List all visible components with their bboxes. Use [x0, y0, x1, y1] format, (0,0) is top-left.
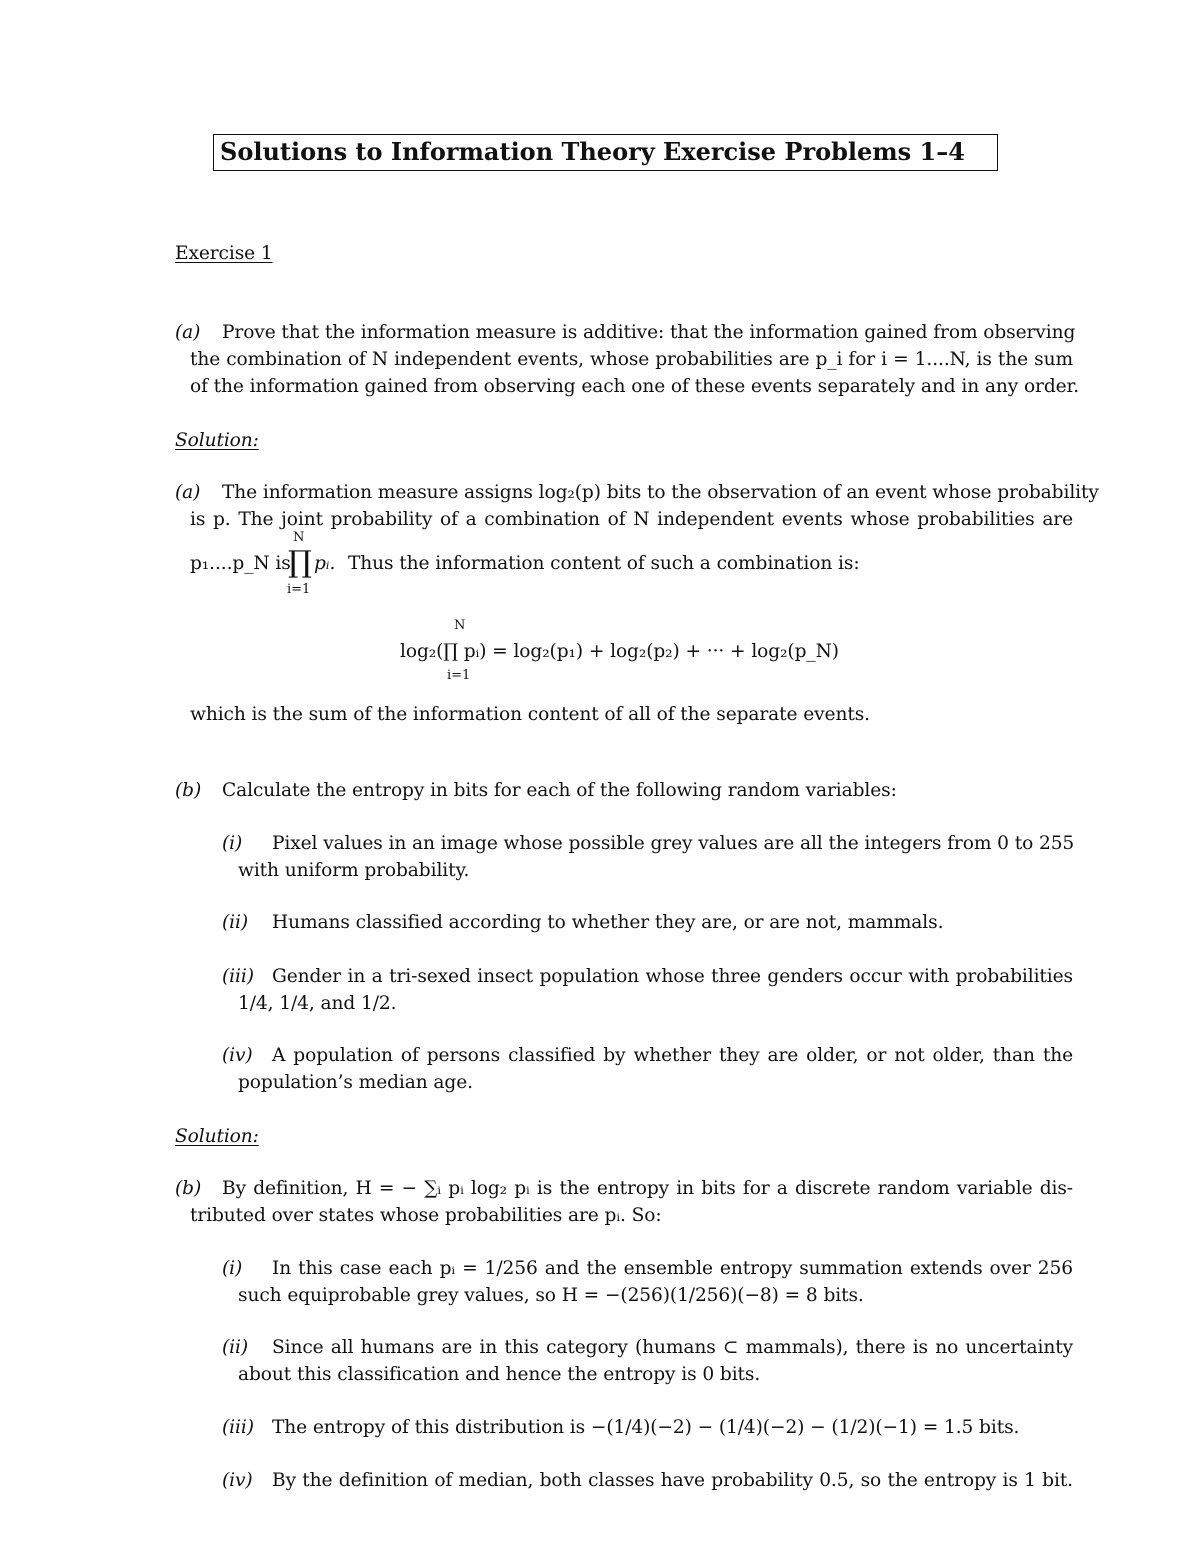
solution-a-line-1: The information measure assigns log₂(p) bits to the observation of an event whose probability	[222, 482, 1099, 503]
solution-b-line-1: By definition, H = − ∑ᵢ pᵢ log₂ pᵢ is the entropy in bits for a discrete random variable dis-	[222, 1178, 1073, 1199]
solution-b-label: (b)	[175, 1178, 202, 1199]
part-b-item-iii-label: (iii)	[222, 966, 254, 987]
part-a-label	[175, 319, 200, 346]
solution-b-item-ii-line-2: about this classification and hence the entropy is 0 bits.	[238, 1364, 761, 1385]
solution-a-conclusion: which is the sum of the information content of all of the separate events.	[190, 704, 870, 725]
part-a-line-1: Prove that the information measure is additive: that the information gained from observing	[222, 322, 1076, 343]
part-b-item-iii-line-1: Gender in a tri-sexed insect population whose three genders occur with probabilities	[272, 966, 1073, 987]
part-b-intro: Calculate the entropy in bits for each of the following random variables:	[222, 780, 897, 801]
exercise-heading: Exercise 1	[175, 243, 273, 264]
solution-b-item-iv-line-1: By the definition of median, both classes have probability 0.5, so the entropy is 1 bit.	[272, 1470, 1073, 1491]
part-b-item-iii-line-2: 1/4, 1/4, and 1/2.	[238, 993, 397, 1014]
part-b-label: (b)	[175, 780, 202, 801]
part-b-item-i-line-1: Pixel values in an image whose possible grey values are all the integers from 0 to 255	[272, 833, 1075, 854]
solution-a-line-3-pre: p₁....p_N is	[190, 553, 291, 574]
solution-b-item-ii-label: (ii)	[222, 1337, 249, 1358]
part-a-line-3: of the information gained from observing each one of these events separately and in any order.	[190, 376, 1080, 397]
equation-lower-limit: i=1	[447, 668, 471, 683]
solution-b-item-iv-label: (iv)	[222, 1470, 253, 1491]
solution-b-item-iii-label: (iii)	[222, 1417, 254, 1438]
solution-b-heading: Solution:	[175, 1126, 259, 1147]
product-upper-limit: N	[293, 530, 305, 545]
solution-b-item-iii-line-1: The entropy of this distribution is −(1/4)(−2) − (1/4)(−2) − (1/2)(−1) = 1.5 bits.	[272, 1417, 1020, 1438]
solution-b-item-i-line-1: In this case each pᵢ = 1/256 and the ensemble entropy summation extends over 256	[272, 1258, 1073, 1279]
solution-a-label: (a)	[175, 482, 201, 503]
solution-a-heading: Solution:	[175, 430, 259, 451]
page-title: Solutions to Information Theory Exercise Problems 1–4	[220, 137, 965, 166]
part-a-label-text: (a)	[175, 322, 201, 343]
part-b-item-ii-label: (ii)	[222, 912, 249, 933]
product-symbol: ∏	[288, 545, 312, 580]
solution-a-line-3-post: Thus the information content of such a combination is:	[348, 553, 860, 574]
part-b-item-i-label: (i)	[222, 833, 243, 854]
part-a-line-2: the combination of N independent events, whose probabilities are p_i for i = 1....N, is the sum	[190, 349, 1073, 370]
solution-b-item-i-line-2: such equiprobable grey values, so H = −(256)(1/256)(−8) = 8 bits.	[238, 1285, 864, 1306]
part-b-item-i-line-2: with uniform probability.	[238, 860, 470, 881]
solution-b-line-2: tributed over states whose probabilities are pᵢ. So:	[190, 1205, 662, 1226]
product-term: pᵢ.	[314, 553, 336, 574]
solution-b-item-i-label: (i)	[222, 1258, 243, 1279]
solution-a-line-2: is p. The joint probability of a combination of N independent events whose probabilities are	[190, 509, 1073, 530]
equation-upper-limit: N	[454, 618, 466, 633]
solution-b-item-ii-line-1: Since all humans are in this category (humans ⊂ mammals), there is no uncertainty	[272, 1337, 1073, 1358]
part-b-item-iv-label: (iv)	[222, 1045, 253, 1066]
display-equation: log₂(∏ pᵢ) = log₂(p₁) + log₂(p₂) + ··· + log₂(p_N)	[400, 641, 839, 662]
product-lower-limit: i=1	[287, 582, 311, 597]
part-b-item-iv-line-1: A population of persons classified by whether they are older, or not older, than the	[272, 1045, 1073, 1066]
part-b-item-iv-line-2: population’s median age.	[238, 1072, 473, 1093]
part-b-item-ii-line-1: Humans classified according to whether they are, or are not, mammals.	[272, 912, 944, 933]
